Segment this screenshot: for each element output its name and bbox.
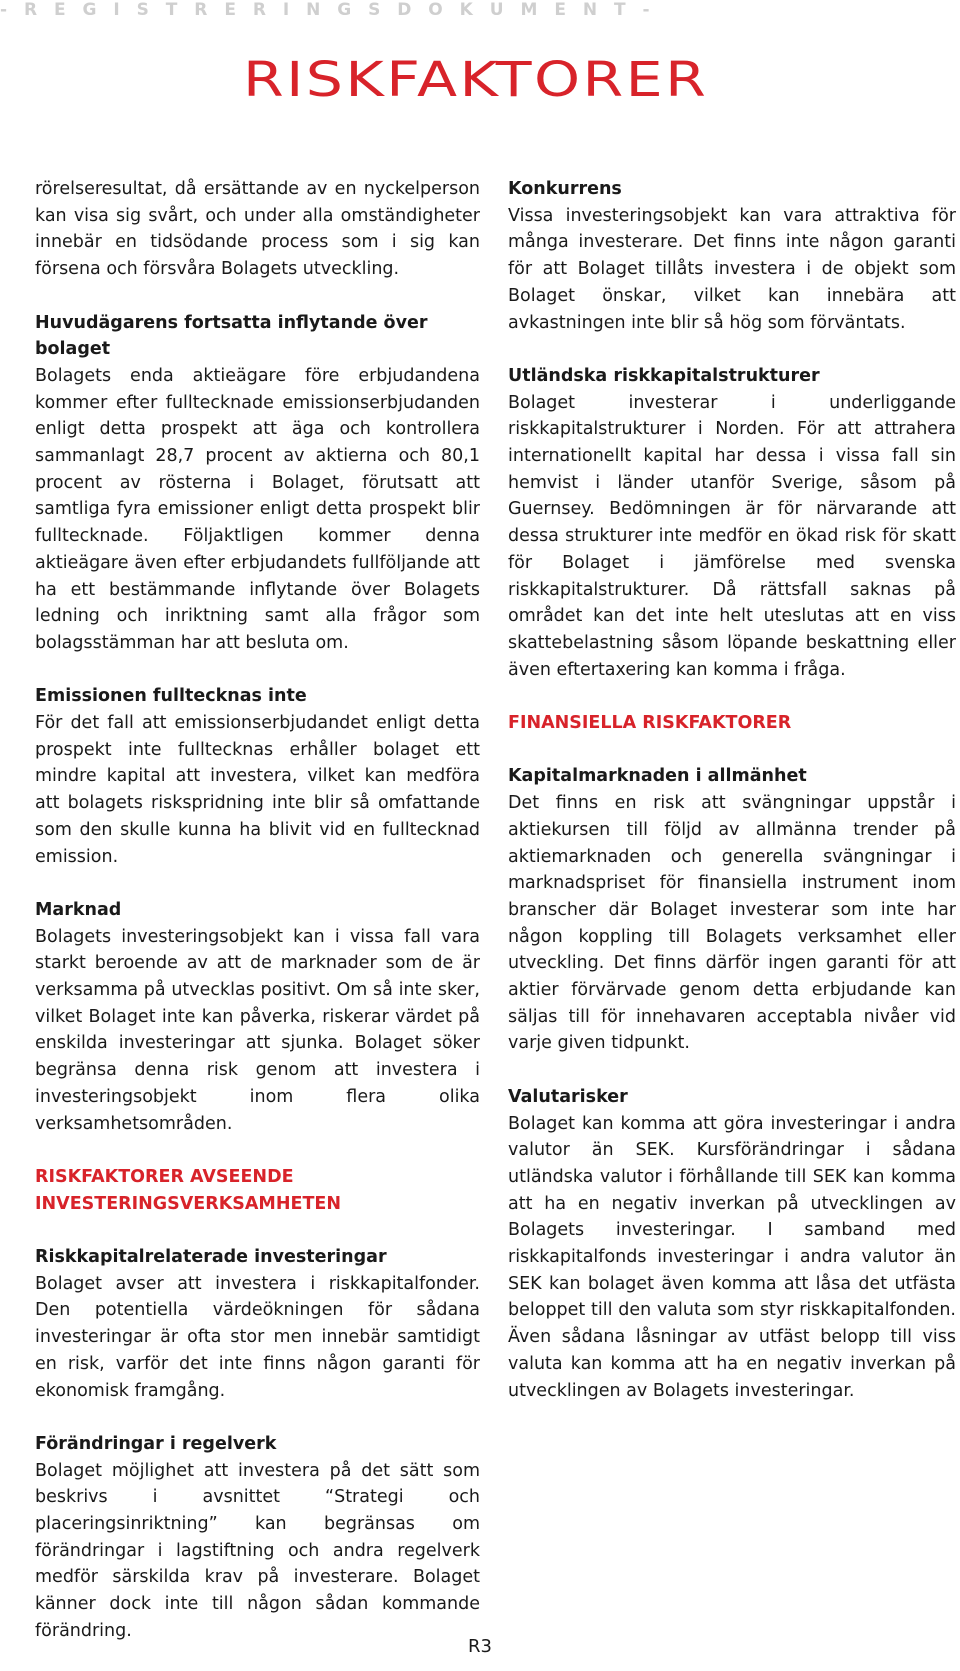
- section-body-currency-risks: Bolaget kan komma att göra investeringar i andra valutor än SEK. Kursförändringar i sådana utländska valutor i förhållande till SEK kan komma att ha en negativ inverkan på utvecklingen av Bolagets investeringar. I samband med riskkapitalfonds investeringar i andra valutor än SEK kan bolaget även komma att låsa det utfästa beloppet till den valuta som styr riskkapitalfonden. Även sådana låsningar av utfäst belopp till viss valuta kan komma att ha en negativ inverkan på utvecklingen av Bolagets investeringar.: [508, 1113, 956, 1401]
- section-body-regulation-changes: Bolaget möjlighet att investera på det sätt som beskrivs i avsnittet “Strategi och placeringsinriktning” kan begränsas om förändringar i lagstiftning och andra regelverk medför särskilda krav på investerare. Bolaget känner dock inte till någon sådan kommande förändring.: [35, 1460, 480, 1641]
- section-heading-market: Marknad: [35, 899, 122, 920]
- intro-paragraph: rörelseresultat, då ersättande av en nyckelperson kan visa sig svårt, och under alla omständigheter innebär en tidsödande process som i sig kan försena och försvåra Bolagets utveckling.: [35, 179, 480, 280]
- section-body-foreign-structures: Bolaget investerar i underliggande riskkapitalstrukturer i Norden. För att attrahera internationellt kapital har dessa i vissa fall sin hemvist i länder utanför Sverige, såsom på Guernsey. Bedömningen är för närvarande att dessa strukturer inte medför en ökad risk för skatt för Bolaget i jämförelse med svenska riskkapitalstrukturer. Då rättsfall saknas på området kan det inte helt uteslutas att en viss skattebelastning såsom löpande beskattning eller även eftertaxering kan komma i fråga.: [508, 392, 956, 680]
- right-column: [508, 176, 956, 1431]
- section-heading-competition: Konkurrens: [508, 179, 622, 199]
- section-body-market: Bolagets investeringsobjekt kan i vissa fall vara starkt beroende av att de marknader som de är verksamma på utvecklas positivt. Om så inte sker, vilket Bolaget inte kan påverka, riskerar värdet på enskilda investeringar att sjunka. Bolaget söker begränsa denna risk genom att investera i investeringsobjekt inom flera olika verksamhetsområden.: [35, 926, 480, 1134]
- page-title: RISKFAKTORER: [242, 52, 709, 108]
- page-number: R3: [468, 1636, 492, 1657]
- section-heading-capital-market: Kapitalmarknaden i allmänhet: [508, 766, 807, 787]
- document-type-label: - R E G I S T R E R I N G S D O K U M E N T -: [0, 0, 656, 20]
- section-heading-main-owner: Huvudägarens fortsatta inflytande över bolaget: [35, 312, 428, 360]
- section-heading-venture-capital: Riskkapitalrelaterade investeringar: [35, 1247, 387, 1268]
- section-heading-regulation-changes: Förändringar i regelverk: [35, 1433, 277, 1454]
- category-heading-financial-risks: FINANSIELLA RISKFAKTORER: [508, 713, 792, 734]
- section-body-venture-capital: Bolaget avser att investera i riskkapitalfonder. Den potentiella värdeökningen för sådana investeringar är ofta stor men innebär samtidigt en risk, varför det inte finns någon garanti för ekonomisk framgång.: [35, 1273, 480, 1401]
- section-heading-issue-not-subscribed: Emissionen fulltecknas inte: [35, 686, 307, 707]
- section-body-main-owner: Bolagets enda aktieägare före erbjudandena kommer efter fulltecknade emissionserbjudanden enligt detta prospekt att äga och kontrollera sammanlagt 28,7 procent av aktierna och 80,1 procent av rösterna i Bolaget, förutsatt att samtliga fyra emissioner enligt detta prospekt blir fulltecknade. Följaktligen kommer denna aktieägare även efter erbjudandets fullföljande att ha ett bestämmande inflytande över Bolagets ledning och inriktning samt alla frågor som bolagsstämman har att besluta om.: [35, 365, 480, 653]
- section-heading-foreign-structures: Utländska riskkapitalstrukturer: [508, 365, 820, 386]
- section-heading-currency-risks: Valutarisker: [508, 1086, 628, 1107]
- section-body-issue-not-subscribed: För det fall att emissionserbjudandet enligt detta prospekt inte fulltecknas erhåller bolaget ett mindre kapital att investera, vilket kan medföra att bolagets riskspridning inte blir så omfattande som den skulle kunna ha blivit vid en fulltecknad emission.: [35, 713, 480, 867]
- section-body-capital-market: Det finns en risk att svängningar uppstår i aktiekursen till följd av allmänna trender på aktiemarknaden och generella svängningar i marknadspriset för finansiella instrument inom branscher där Bolaget investerar som inte har någon koppling till Bolagets verksamhet eller utveckling. Det finns därför ingen garanti för att aktier förvärvade genom detta erbjudande kan säljas till för innehavaren acceptabla nivåer vid varje given tidpunkt.: [508, 793, 956, 1054]
- category-heading-investment-risks: RISKFAKTORER AVSEENDE INVESTERINGSVERKSAMHETEN: [35, 1166, 341, 1214]
- left-column: [35, 176, 480, 1671]
- section-body-competition: Vissa investeringsobjekt kan vara attraktiva för många investerare. Det finns inte någon garanti för att Bolaget tillåts investera i de objekt som Bolaget önskar, vilket kan innebära att avkastningen inte blir så hög som förväntats.: [508, 205, 956, 333]
